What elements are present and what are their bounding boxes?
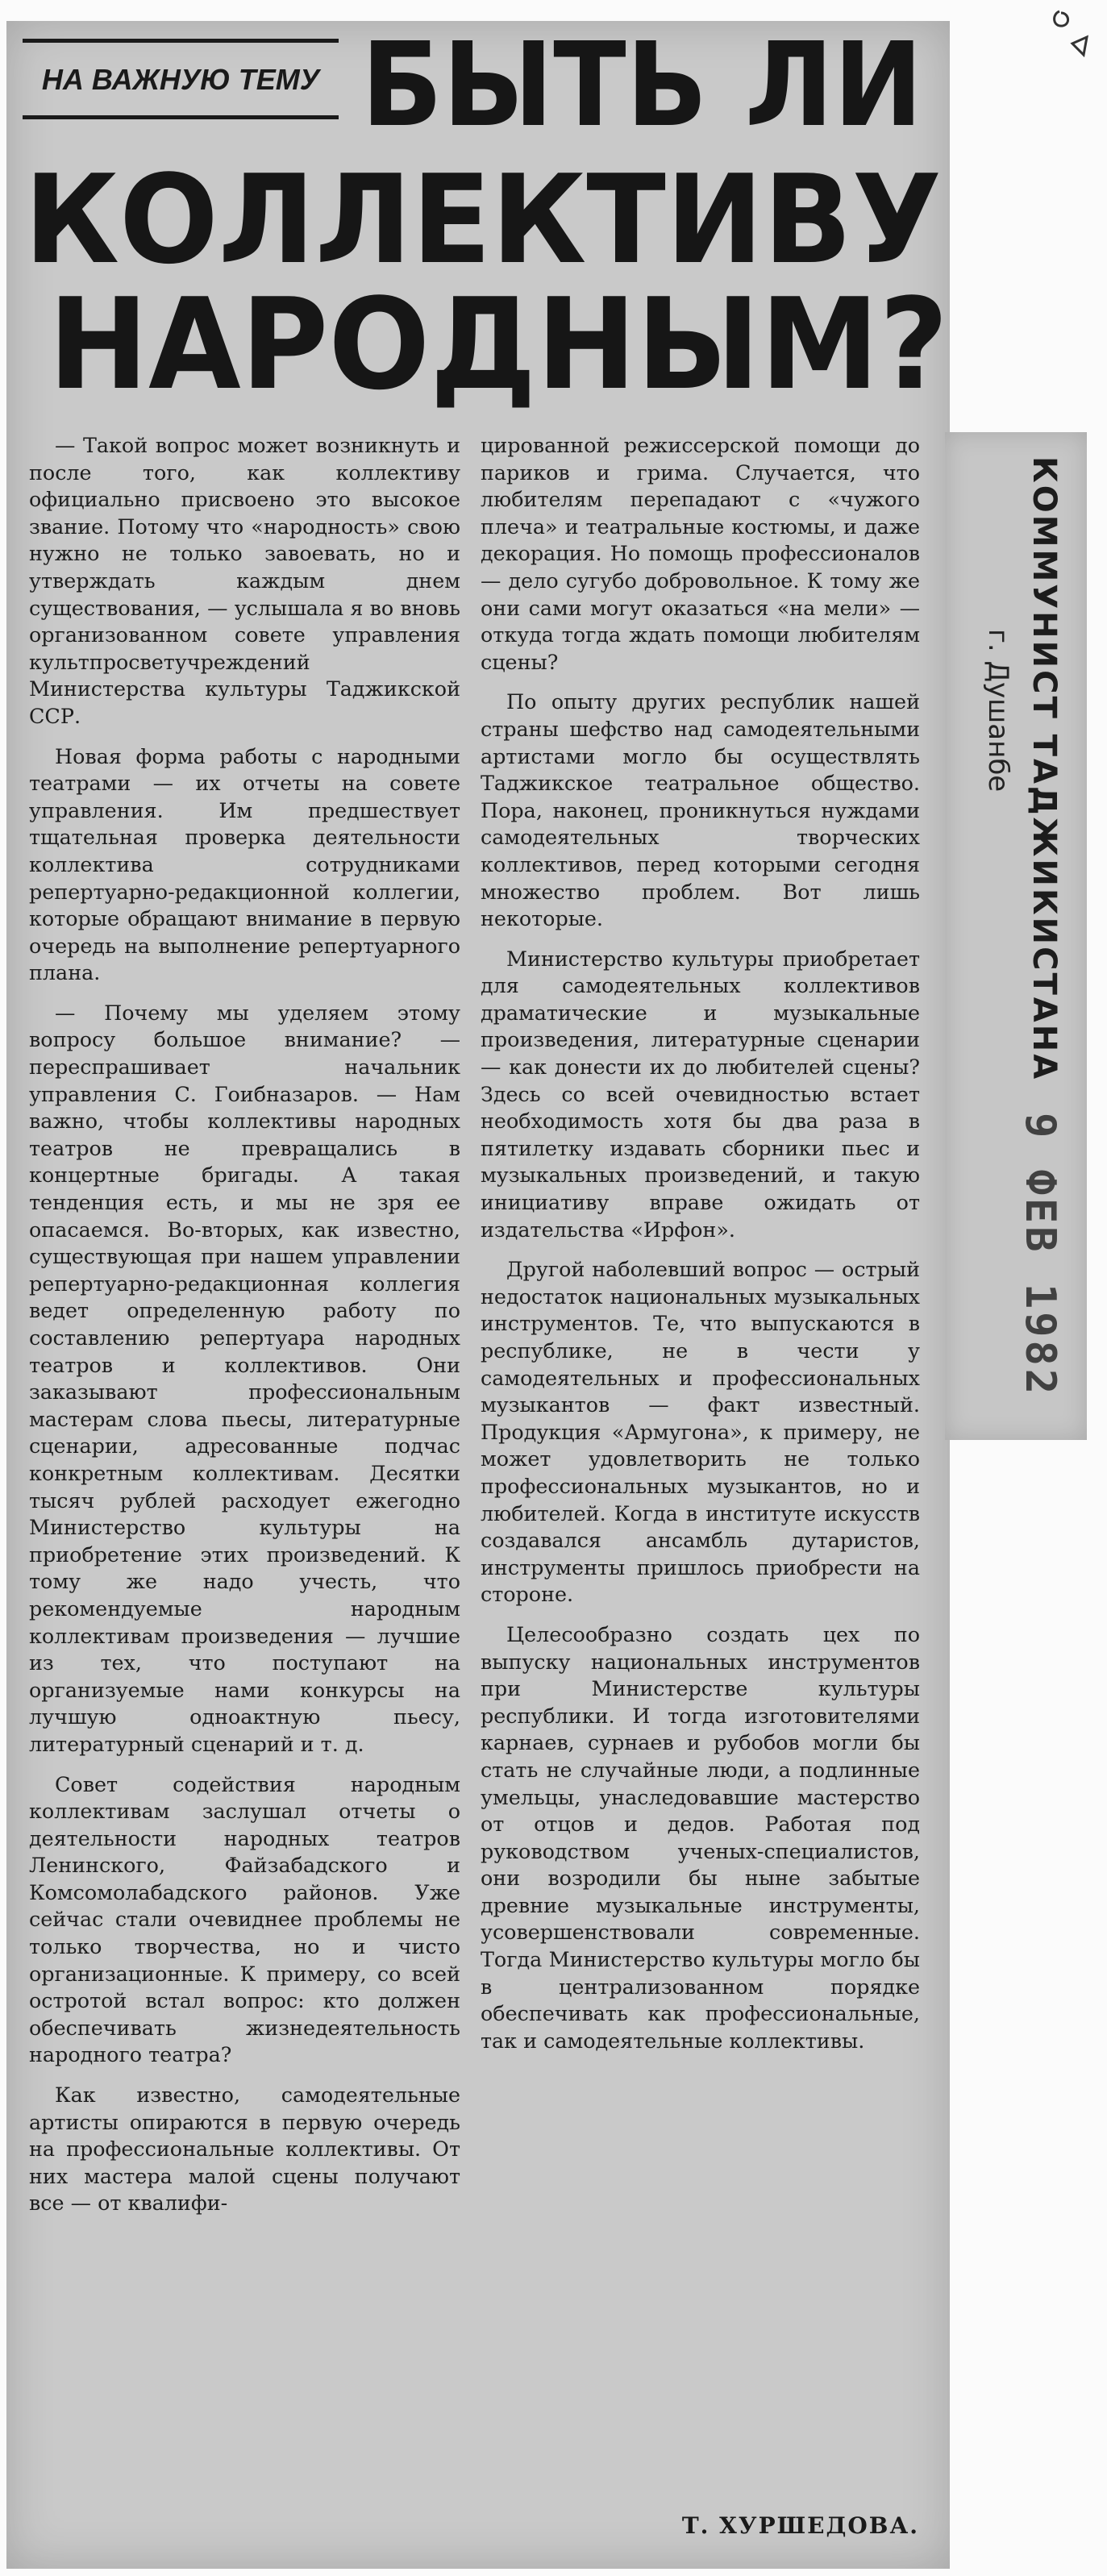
paragraph: Целесообразно создать цех по выпуску национальных инструментов при Министерстве культуры республики. И тогда изготовителями карнаев, сурнаев и рубобов могли бы стать не случайные люди, а подлинные умельцы, унаследовавшие мастерство от отцов и дедов. Работая под руководством ученых-специалистов, они возродили бы ныне забытые древние музыкальные инструменты, усовершенствовали современные. Тогда Министерство культуры могло бы в централизованном порядке обеспечивать как профессиональные, так и самодеятельные коллективы. [481,1621,920,2053]
headline-line-2: КОЛЛЕКТИВУ [24,148,943,291]
date-stamp: 9 ФЕВ 1982 [1016,1113,1064,1398]
paragraph: По опыту других республик нашей страны шефство над самодеятельными артистами могло бы осуществлять Таджикское театральное общество. Пора, наконец, проникнуться нуждами самодеятельных творческих коллективов, перед которыми сегодня множество проблем. Вот лишь некоторые. [481,689,920,931]
author-signature: Т. ХУРШЕДОВА. [681,2512,919,2539]
rubric-label: НА ВАЖНУЮ ТЕМУ [23,39,339,119]
paragraph: Совет содействия народным коллективам заслушал отчеты о деятельности народных театров Ленинского, Файзабадского и Комсомолабадского районов. Уже сейчас стали очевиднее проблемы не только творчества, но и чисто организационные. К примеру, со всей остротой встал вопрос: кто должен обеспечивать жизнедеятельность народного театра? [29,1771,460,2067]
headline-line-3: НАРОДНЫМ? [48,271,949,418]
headline-line-1: БЫТЬ ЛИ [361,17,923,152]
article-column-left [29,432,460,2217]
paragraph: Как известно, самодеятельные артисты опираются в первую очередь на профессиональные коллективы. От них мастера малой сцены получают все — от квалифи- [29,2083,460,2216]
article-column-right [481,432,920,2054]
paragraph-continued: цированной режиссерской помощи до париков и грима. Случается, что любителям перепадают с «чужого плеча» и театральные костюмы, и даже декорация. Но помощь профессионалов — дело сугубо добровольное. К тому же они сами могут оказаться «на мели» — откуда тогда ждать помощи любителям сцены? [481,433,920,674]
newspaper-city: г. Душанбе [982,629,1014,793]
paragraph: Министерство культуры приобретает для самодеятельных коллективов драматические и музыкальные произведения, литературные сценарии — как донести их до любителей сцены? Здесь со всей очевидностью встает необходимость хотя бы два раза в пятилетку издавать сборники пьес и музыкальных произведений, и такую инициативу вправе ожидать от издательства «Ирфон». [481,946,920,1242]
paragraph: — Такой вопрос может возникнуть и после того, как коллективу официально присвоено это высокое звание. Потому что «народность» свою нужно не только завоевать, но и утверждать каждым днем существования, — услышала я во вновь организованном совете управления культпросветучреждений Министерства культуры Таджикской ССР. [29,433,460,728]
newspaper-name: КОММУНИСТ ТАДЖИКИСТАНА [1026,456,1063,1082]
paragraph: Другой наболевший вопрос — острый недостаток национальных музыкальных инструментов. Те, что выпускаются в республике, не в чести у самодеятельных и профессиональных музыкантов — факт известный. Продукция «Армугона», к примеру, не может удовлетворить не только профессиональных музыкантов, но и любителей. Когда в институте искусств создавался ансамбль дутаристов, инструменты пришлось приобрести на стороне. [481,1257,920,1607]
paragraph: — Почему мы уделяем этому вопросу большое внимание? — переспрашивает начальник управления С. Гоибназаров. — Нам важно, чтобы коллективы народных театров не превращались в концертные бригады. А такая тенденция есть, и мы не зря ее опасаемся. Во-вторых, как известно, существующая при нашем управлении репертуарно-редакционная коллегия ведет определенную работу по составлению репертуара народных театров и коллективов. Они заказывают профессиональным мастерам слова пьесы, литературные сценарии, адресованные подчас конкретным коллективам. Десятки тысяч рублей расходует ежегодно Министерство культуры на приобретение этих произведений. К тому же надо учесть, что рекомендуемые народным коллективам произведения — лучшие из тех, что поступают на организуемые нами конкурсы на лучшую одноактную пьесу, литературный сценарий и т. д. [29,1000,460,1756]
paragraph: Новая форма работы с народными театрами — их отчеты на совете управления. Им предшествует тщательная проверка деятельности коллектива сотрудниками репертуарно-редакционной коллегии, которые обращают внимание в первую очередь на выполнение репертуарного плана. [29,743,460,985]
handwritten-mark [1048,5,1097,69]
